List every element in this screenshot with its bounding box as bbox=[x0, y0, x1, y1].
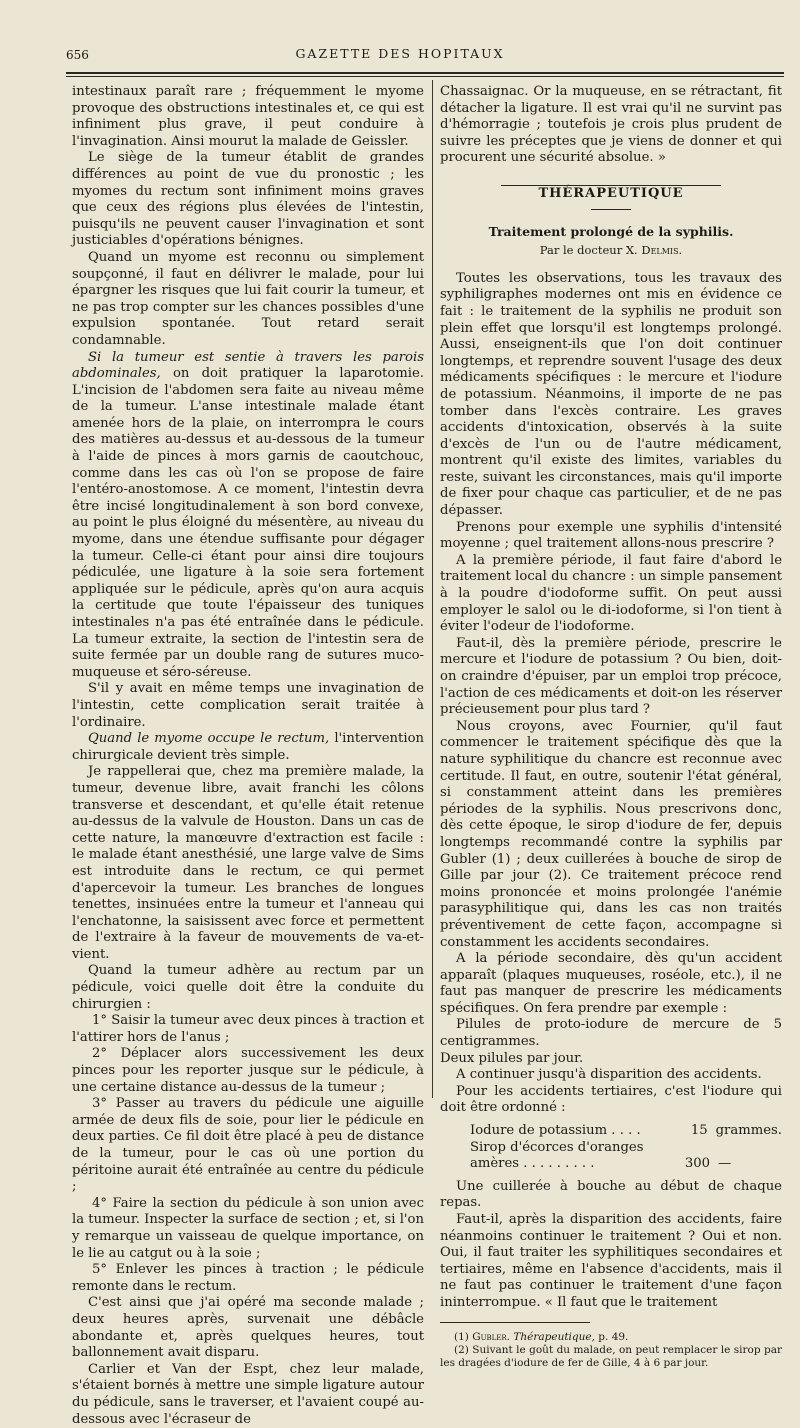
paragraph: Quand un myome est reconnu ou simplement soupçonné, il faut en délivrer le malade, pour lui épargner les risques que lui fait courir la tumeur, et ne pas trop compter sur les chances possibles d'une expulsion spontanée. Tout retard serait condamnable. bbox=[72, 249, 424, 348]
footnote bbox=[440, 1331, 782, 1344]
formula-ingredient: amères . . . . . . . . . bbox=[470, 1156, 595, 1172]
paragraph: Pour les accidents tertiaires, c'est l'iodure qui doit être ordonné : bbox=[440, 1083, 782, 1116]
italic-lead: Si la tumeur est sentie à travers les parois abdominales, bbox=[72, 349, 424, 382]
paragraph: Faut-il, dès la première période, prescrire le mercure et l'iodure de potassium ? Ou bien, doit-on craindre d'épuiser, par un emploi trop précoce, l'action de ces médicaments et doit-on les réserver précieusement pour plus tard ? bbox=[440, 635, 782, 718]
left-column bbox=[72, 84, 424, 1428]
formula-unit: — bbox=[718, 1156, 732, 1172]
formula-quantity bbox=[670, 1140, 710, 1157]
paragraph: Toutes les observations, tous les travaux des syphiligraphes modernes ont mis en évidence ce fait : le traitement de la syphilis ne produit son plein effet que lorsqu'il est longtemps prolongé. Aussi, enseignent-ils que l'on doit continuer longtemps, et reprendre souvent l'usage des deux médicaments spécifiques : le mercure et l'iodure de potassium. Néanmoins, il importe de ne pas tomber dans l'excès contraire. Les graves accidents d'intoxication, observés à la suite d'excès de l'un ou de l'autre médicament, montrent qu'il existe des limites, variables du reste, suivant les circonstances, mais qu'il importe de fixer pour chaque cas particulier, et de ne pas dépasser. bbox=[440, 270, 782, 519]
formula-quantity: 300 bbox=[684, 1156, 710, 1172]
procedure-step: 2° Déplacer alors successivement les deux pinces pour les reporter jusque sur le pédicule, à une certaine distance au-dessus de la tumeur ; bbox=[72, 1046, 424, 1095]
footnote-number: (1) bbox=[454, 1330, 469, 1343]
procedure-step: 1° Saisir la tumeur avec deux pinces à traction et l'attirer hors de l'anus ; bbox=[72, 1013, 424, 1045]
prescription-formula bbox=[470, 1123, 782, 1173]
right-column bbox=[440, 84, 782, 1370]
formula-unit: grammes. bbox=[715, 1123, 782, 1139]
paragraph: Chassaignac. Or la muqueuse, en se rétractant, fit détacher la ligature. Il est vrai qu'il ne survint pas d'hémorragie ; toutefois je crois plus prudent de suivre les préceptes que je viens de donner et qui procurent une sécurité absolue. » bbox=[440, 84, 782, 166]
footnote-number: (2) bbox=[454, 1343, 469, 1356]
paragraph: S'il y avait en même temps une invagination de l'intestin, cette complication serait traitée à l'ordinaire. bbox=[72, 681, 424, 730]
formula-unit bbox=[710, 1140, 718, 1157]
footnotes bbox=[440, 1331, 782, 1370]
formula-row bbox=[470, 1123, 782, 1140]
formula-row bbox=[470, 1156, 782, 1173]
prescription-line: Pilules de proto-iodure de mercure de 5 centigrammes. bbox=[440, 1017, 782, 1050]
title-rule bbox=[591, 209, 631, 210]
formula-ingredient: Iodure de potassium . . . . bbox=[470, 1123, 641, 1139]
paragraph: Carlier et Van der Espt, chez leur malade, s'étaient bornés à mettre une simple ligature autour du pédicule, sans le traverser, et l'avaient coupé au-dessous avec l'écraseur de bbox=[72, 1361, 424, 1427]
paragraph: Je rappellerai que, chez ma première malade, la tumeur, devenue libre, avait franchi les côlons transverse et descendant, et qu'elle était retenue au-dessus de la valvule de Houston. Dans un cas de cette nature, la manœuvre d'extraction est facile : le malade étant anesthésié, une large valve de Sims est introduite dans le rectum, ce qui permet d'apercevoir la tumeur. Les branches de longues tenettes, insinuées entre la tumeur et l'anneau qui l'enchatonne, la saisissent avec force et permettent de l'extraire à la faveur de mouvements de va-et-vient. bbox=[72, 764, 424, 962]
header-rule-thick bbox=[66, 72, 784, 74]
footnote-rule bbox=[440, 1322, 590, 1323]
prescription-line: Deux pilules par jour. bbox=[440, 1050, 584, 1066]
paragraph-text: l'intervention chirurgicale devient très simple. bbox=[72, 731, 424, 763]
paragraph bbox=[72, 731, 424, 764]
footnote-text: Suivant le goût du malade, on peut remplacer le sirop par les dragées d'iodure de fer de Gille, 4 à 6 par jour. bbox=[440, 1343, 782, 1369]
paragraph: Une cuillerée à bouche au début de chaque repas. bbox=[440, 1178, 782, 1211]
section-title: THÉRAPEUTIQUE bbox=[538, 185, 684, 201]
paragraph: A continuer jusqu'à disparition des accidents. bbox=[456, 1067, 762, 1083]
paragraph: A la période secondaire, dès qu'un accident apparaît (plaques muqueuses, roséole, etc.), il ne faut pas manquer de prescrire les médicaments spécifiques. On fera prendre par exemple : bbox=[440, 951, 782, 1016]
procedure-step: 4° Faire la section du pédicule à son union avec la tumeur. Inspecter la surface de section ; et, si l'on y remarque un vaisseau de quelque importance, on le lie au catgut ou à la soie ; bbox=[72, 1195, 424, 1261]
section-separator bbox=[440, 179, 782, 180]
paragraph: Faut-il, après la disparition des accidents, faire néanmoins continuer le traitement ? Oui et non. Oui, il faut traiter les syphilitiques secondaires et tertiaires, même en l'absence d'accidents, mais il ne faut pas continuer le traitement d'une façon ininterrompue. « Il faut que le traitement bbox=[440, 1212, 782, 1310]
paragraph bbox=[72, 350, 424, 682]
italic-lead: Quand le myome occupe le rectum, bbox=[88, 731, 330, 747]
article-title: Traitement prolongé de la syphilis. bbox=[488, 223, 734, 239]
running-title: GAZETTE DES HOPITAUX bbox=[295, 46, 505, 61]
paragraph-text: on doit pratiquer la laparotomie. L'incision de l'abdomen sera faite au niveau même de la tumeur. L'anse intestinale malade étant amenée hors de la plaie, on interrompra le cours des matières au-dessus et au-dessous de la tumeur à l'aide de pinces à mors garnis de caoutchouc, comme dans les cas où l'on se propose de faire l'entéro-anostomose. A ce moment, l'intestin devra être incisé longitudinalement à son bord convexe, au point le plus éloigné du mésentère, au niveau du myome, dans une étendue suffisante pour dégager la tumeur. Celle-ci étant pour ainsi dire toujours pédiculée, une ligature à la soie sera fortement appliquée sur le pédicule, après qu'on aura acquis la certitude que toute l'épaisseur des tuniques intestinales n'a pas été entraînée dans le pédicule. La tumeur extraite, la section de l'intestin sera de suite fermée par un double rang de sutures muco-muqueuse et séro-séreuse. bbox=[72, 366, 424, 680]
formula-row bbox=[470, 1140, 782, 1157]
byline bbox=[440, 242, 782, 259]
footnote-author: Gubler. bbox=[472, 1330, 511, 1343]
footnote-rest: p. 49. bbox=[594, 1330, 629, 1343]
paragraph: A la première période, il faut faire d'abord le traitement local du chancre : un simple pansement à la poudre d'iodoforme suffit. On peut aussi employer le salol ou le di-iodoforme, si l'on tient à éviter l'odeur de l'iodoforme. bbox=[440, 552, 782, 635]
procedure-step: 3° Passer au travers du pédicule une aiguille armée de deux fils de soie, pour lier le pédicule en deux parties. Ce fil doit être placé à peu de distance de la tumeur, pour le cas où une portion du péritoine aurait été entraînée au centre du pédicule ; bbox=[72, 1096, 424, 1195]
paragraph: C'est ainsi que j'ai opéré ma seconde malade ; deux heures après, survenait une débâcle abondante et, après quelques heures, tout ballonnement avait disparu. bbox=[72, 1295, 424, 1361]
byline-author: X. Delmis. bbox=[625, 243, 683, 258]
column-divider bbox=[432, 80, 433, 1098]
header-rule-thin bbox=[66, 76, 784, 77]
formula-ingredient: Sirop d'écorces d'oranges bbox=[470, 1139, 644, 1155]
paragraph: Le siège de la tumeur établit de grandes différences au point de vue du pronostic ; les myomes du rectum sont infiniment moins graves que ceux des régions plus élevées de l'intestin, puisqu'ils ne peuvent causer l'invagination et sont justiciables d'opérations bénignes. bbox=[72, 150, 424, 249]
procedure-step: 5° Enlever les pinces à traction ; le pédicule remonte dans le rectum. bbox=[72, 1262, 424, 1294]
paragraph: intestinaux paraît rare ; fréquemment le myome provoque des obstructions intestinales et, ce qui est infiniment plus grave, il peut conduire à l'invagination. Ainsi mourut la malade de Geissler. bbox=[72, 84, 424, 149]
footnote bbox=[440, 1344, 782, 1370]
footnote-work: Thérapeutique, bbox=[513, 1330, 595, 1343]
paragraph: Prenons pour exemple une syphilis d'intensité moyenne ; quel traitement allons-nous prescrire ? bbox=[440, 519, 782, 552]
byline-prefix: Par le docteur bbox=[539, 243, 623, 258]
formula-quantity: 15 bbox=[690, 1123, 708, 1139]
paragraph: Quand la tumeur adhère au rectum par un pédicule, voici quelle doit être la conduite du chirurgien : bbox=[72, 963, 424, 1012]
page-number: 656 bbox=[66, 48, 89, 62]
paragraph: Nous croyons, avec Fournier, qu'il faut commencer le traitement spécifique dès que la nature syphilitique du chancre est reconnue avec certitude. Il faut, en outre, soutenir l'état général, si constamment atteint dans les premières périodes de la syphilis. Nous prescrivons donc, dès cette époque, le sirop d'iodure de fer, depuis longtemps recommandé contre la syphilis par Gubler (1) ; deux cuillerées à bouche de sirop de Gille par jour (2). Ce traitement précoce rend moins prononcée et moins prolongée l'anémie parasyphilitique qui, dans les cas non traités préventivement de cette façon, accompagne si constamment les accidents secondaires. bbox=[440, 718, 782, 950]
